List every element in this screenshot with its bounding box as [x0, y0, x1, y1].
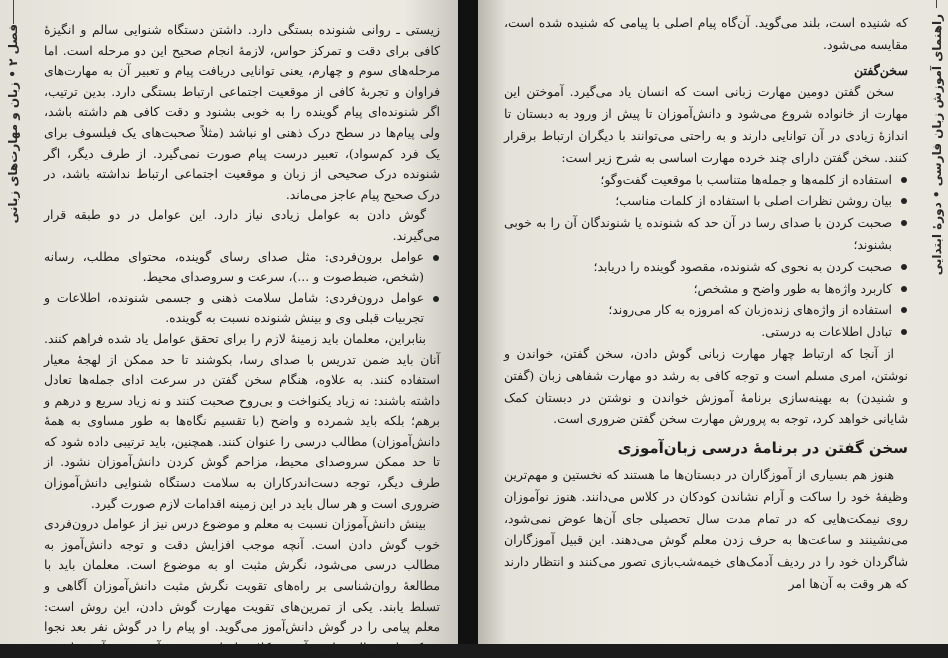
right-page — [478, 0, 948, 644]
list-item: تبادل اطلاعات به درستی. — [504, 321, 896, 343]
paragraph: که شنیده است، بلند می‌گوید. آن‌گاه پیام اصلی با پیامی که شنیده شده است، مقایسه می‌شود. — [504, 15, 908, 52]
bullet-list — [44, 247, 440, 329]
running-head-rule — [936, 0, 937, 8]
list-item: صحبت کردن با صدای رسا در آن حد که شنونده یا شنوندگان آن را به خوبی بشنوند؛ — [504, 212, 896, 256]
list-item: عوامل برون‌فردی: مثل صدای رسای گوینده، محتوای مطلب، رسانه (شخص، ضبط‌صوت و ...)، سرعت و سروصدای محیط. — [44, 247, 428, 288]
running-head-left — [6, 24, 20, 229]
list-item: عوامل درون‌فردی: شامل سلامت ذهنی و جسمی شنونده، اطلاعات و تجربیات قبلی وی و بینش شنونده نسبت به گوینده. — [44, 288, 428, 329]
paragraph: از آنجا که ارتباط چهار مهارت زبانی گوش دادن، سخن گفتن، خواندن و نوشتن، امری مسلم است و توجه کافی به رشد دو مهارت شفاهی زبان (گفتن و شنیدن) به بهینه‌سازی برنامهٔ آموزش خواندن و نوشتن در دبستان کمک شایانی خواهد کرد، توجه به پرورش مهارت سخن گفتن ضروری است. — [504, 345, 908, 427]
subheading: سخن‌گفتن — [853, 62, 908, 78]
list-item: بیان روشن نظرات اصلی با استفاده از کلمات مناسب؛ — [504, 190, 896, 212]
running-head-rule — [13, 0, 14, 24]
running-head-right — [930, 8, 944, 275]
running-head-left-text: فصل ۲ • زبان و مهارت‌های زبانی — [6, 24, 20, 224]
bullet-list — [504, 169, 908, 343]
left-page — [0, 0, 458, 655]
paragraph: بنابراین، معلمان باید زمینهٔ لازم را برای تحقق عوامل یاد شده فراهم کنند. آنان باید ضمن تدریس با صدای رسا، بکوشند تا حد ممکن از لهجهٔ معیار استفاده کنند. به علاوه، هنگام سخن گفتن در سرعت ادای جمله‌ها تعادل داشته باشند: نه زیاد یکنواخت و بی‌روح صحبت کنند و نه زیاد سریع و درهم و برهم؛ بلکه باید شمرده و واضح (با تقسیم نگاه‌ها به طور مساوی به همهٔ دانش‌آموزان) مطالب درسی را عنوان کنند. همچنین، باید ترتیبی داده شود که تا حد ممکن سروصدای محیط، مزاحم گوش کردن دانش‌آموزان نشود. از طرف دیگر، توجه دست‌اندرکاران به سلامت دستگاه شنوایی دانش‌آموزان ضروری است و هر سال باید در این زمینه اقدامات لازم صورت گیرد. — [44, 330, 440, 511]
left-page-body — [44, 20, 440, 658]
book-gutter — [458, 0, 478, 644]
running-head-right-text: راهنمای آموزش زبان فارسی • دورهٔ ابتدایی — [930, 14, 944, 276]
paragraph: گوش دادن به عوامل زیادی نیاز دارد. این عوامل در دو طبقه قرار می‌گیرند. — [44, 207, 440, 243]
paragraph: زیستی ـ روانی شنونده بستگی دارد. داشتن دستگاه شنوایی سالم و انگیزهٔ کافی برای دقت و تمرکز حواس، لازمهٔ انجام صحیح این دو مرحله است. اما مرحله‌های سوم و چهارم، یعنی توانایی دریافت پیام و تعبیر آن به مهارت‌های فراوان و تجربهٔ کافی از موقعیت اجتماعی ارتباط بستگی دارد. بدین ترتیب، اگر شنونده‌ای پیام گوینده را به خوبی بشنود و دقت کافی هم داشته باشد، ولی پیام‌ها در سطح درک ذهنی او نباشد (مثلاً صحبت‌های یک فیلسوف برای یک فرد کم‌سواد)، تعبیر درست پیام صورت نمی‌گیرد. از طرف دیگر، اگر شنونده درک صحیحی از زبان و موقعیت اجتماعی ارتباط نداشته باشد، در درک صحیح پیام عاجز می‌ماند. — [44, 22, 440, 202]
paragraph: هنوز هم بسیاری از آموزگاران در دبستان‌ها ما هستند که نخستین و مهم‌ترین وظیفهٔ خود را ساکت و آرام نشاندن کودکان در کلاس می‌دانند. هنوز نوآموزان روی نیمکت‌هایی که در تمام مدت سال تحصیلی جای آن‌ها عوض نمی‌شود، می‌نشینند و ساعت‌ها به حرف زدن معلم گوش می‌دهند. این قبیل آموزگاران شاگردان خود را در ردیف آدمک‌های خیمه‌شب‌بازی تصور می‌کنند و انتظار دارند که هر وقت به آن‌ها امر — [504, 466, 908, 591]
paragraph: بینش دانش‌آموزان نسبت به معلم و موضوع درس نیز از عوامل درون‌فردی خوب گوش دادن است. آنچه موجب افزایش دقت و توجه دانش‌آموز به مطالب درسی می‌شود، نگرش مثبت او به موضوع است. معلمان باید با مطالعهٔ روان‌شناسی بر راه‌های تقویت نگرش مثبت دانش‌آموزان آگاهی و تسلط یابند. یکی از تمرین‌های تقویت مهارت گوش دادن، این روش است: معلم پیامی را در گوش دانش‌آموز می‌گوید. او پیام را در گوش نفر بعد نجوا می‌کند. این فعالیت تا نفر آخر در کلاس انجام می‌شود. آخرین نفر آنچه را — [44, 516, 440, 655]
paragraph: سخن گفتن دومین مهارت زبانی است که انسان یاد می‌گیرد. آموختن این مهارت از خانواده شروع می‌شود و دانش‌آموزان تا پیش از ورود به دبستان تا اندازهٔ زیادی در آن توانایی دارند و به راحتی می‌توانند با دیگران ارتباط برقرار کنند. سخن گفتن دارای چند خرده مهارت اساسی به شرح زیر است: — [504, 84, 908, 165]
list-item: استفاده از کلمه‌ها و جمله‌ها متناسب با موقعیت گفت‌وگو؛ — [504, 169, 896, 191]
list-item: کاربرد واژه‌ها به طور واضح و مشخص؛ — [504, 278, 896, 300]
section-heading: سخن گفتن در برنامهٔ درسی زبان‌آموزی — [617, 439, 908, 458]
right-page-body — [504, 12, 908, 595]
list-item: صحبت کردن به نحوی که شنونده، مقصود گوینده را دریابد؛ — [504, 256, 896, 278]
list-item: استفاده از واژه‌های زنده‌زبان که امروزه به کار می‌روند؛ — [504, 299, 896, 321]
